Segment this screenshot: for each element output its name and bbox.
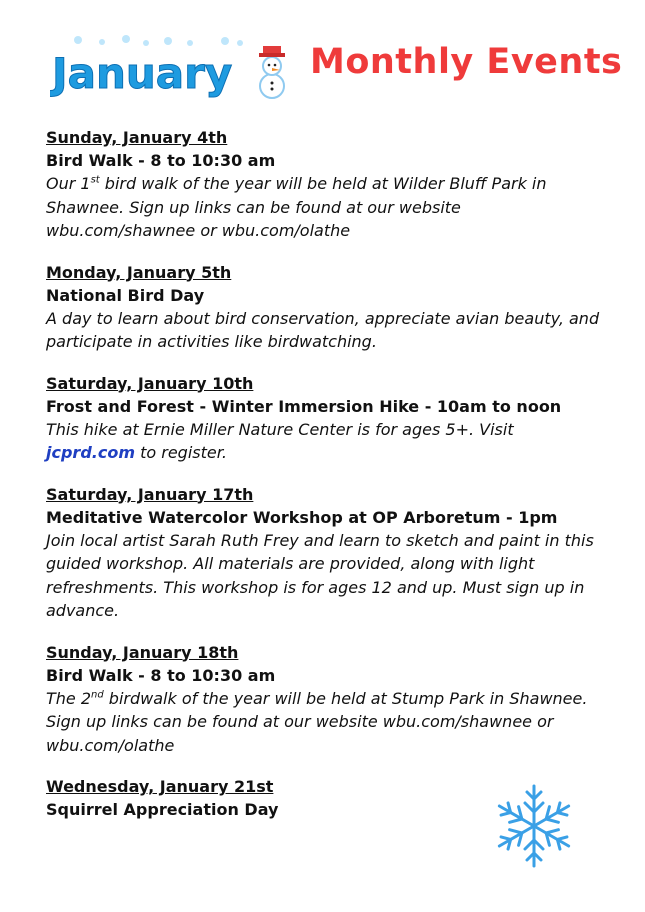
event-title: Meditative Watercolor Workshop at OP Arboretum - 1pm <box>46 507 558 527</box>
event-title: National Bird Day <box>46 285 205 305</box>
event-date: Sunday, January 4th <box>46 128 228 147</box>
events-list <box>46 126 611 839</box>
month-text: January <box>52 49 233 98</box>
event-description: This hike at Ernie Miller Nature Center is for ages 5+. Visit jcprd.com to register. <box>46 419 514 462</box>
event-item <box>46 483 611 623</box>
event-title: Bird Walk - 8 to 10:30 am <box>46 665 276 685</box>
event-item <box>46 261 611 354</box>
event-date: Saturday, January 10th <box>46 373 254 393</box>
event-title: Bird Walk - 8 to 10:30 am <box>46 151 276 170</box>
event-description: Our 1st bird walk of the year will be held at Wilder Bluff Park in Shawnee. Sign up links can be found at our website wbu.com/shawnee or wbu.com/olathe <box>46 174 547 240</box>
event-description: Join local artist Sarah Ruth Frey and learn to sketch and paint in this guided workshop. All materials are provided, along with light refreshments. This workshop is for ages 12 and up. Must sign up in advance. <box>46 530 594 620</box>
event-item <box>46 126 611 243</box>
january-snow-graphic <box>50 28 295 108</box>
snowflake-icon <box>488 780 580 872</box>
event-description: The 2nd birdwalk of the year will be held at Stump Park in Shawnee. Sign up links can be found at our website wbu.com/shawnee or wbu.com/olathe <box>46 688 588 755</box>
event-date: Saturday, January 17th <box>46 484 254 504</box>
event-item <box>46 372 611 465</box>
snowman-icon <box>259 46 285 98</box>
event-title: Squirrel Appreciation Day <box>46 800 279 819</box>
event-title: Frost and Forest - Winter Immersion Hike - 10am to noon <box>46 396 562 416</box>
event-date: Monday, January 5th <box>46 262 232 282</box>
event-date: Wednesday, January 21st <box>46 777 274 796</box>
event-item <box>46 641 611 758</box>
page-title: Monthly Events <box>310 42 623 82</box>
event-date: Sunday, January 18th <box>46 642 239 662</box>
jcprd-link[interactable]: jcprd.com <box>46 443 135 462</box>
january-logo <box>50 28 295 108</box>
event-description: A day to learn about bird conservation, appreciate avian beauty, and participate in activities like birdwatching. <box>46 308 600 351</box>
header <box>0 0 645 110</box>
